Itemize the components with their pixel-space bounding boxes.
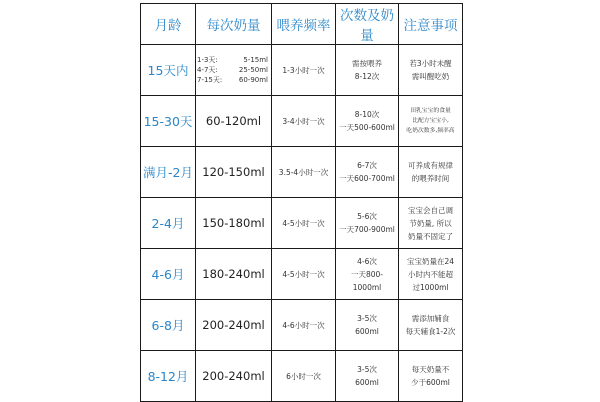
amount-value: 5-15ml (243, 56, 268, 64)
table-row (141, 249, 463, 300)
note-line: 宝宝会自己调 (408, 205, 453, 215)
amount-breakdown (197, 55, 270, 85)
note-line: 小时内不能超 (408, 269, 453, 279)
age-cell: 2-4月 (141, 198, 196, 249)
amount-cell: 200-240ml (196, 351, 272, 402)
note-line: 少于600ml (411, 378, 450, 387)
note-line: 需叫醒吃奶 (411, 72, 450, 81)
table-header-row (141, 4, 463, 45)
count-line: 3-5次 (357, 365, 377, 374)
header-count: 次数及奶量 (336, 4, 399, 45)
frequency-cell: 3-4小时一次 (272, 96, 336, 147)
table-row (141, 45, 463, 96)
table-row (141, 198, 463, 249)
note-line: 过1000ml (412, 282, 449, 292)
header-amount: 每次奶量 (196, 4, 272, 45)
amount-day-range: 4-7天: (197, 66, 218, 74)
note-cell (399, 147, 463, 198)
feeding-table (140, 3, 463, 402)
note-line: 田乳宝宝的食量 (410, 108, 451, 114)
note-line: 每天奶量不 (411, 365, 450, 374)
frequency-cell: 1-3小时一次 (272, 45, 336, 96)
count-cell (336, 300, 399, 351)
count-line: 8-12次 (354, 72, 380, 81)
header-frequency: 喂养频率 (272, 4, 336, 45)
frequency-cell: 6小时一次 (272, 351, 336, 402)
count-cell (336, 249, 399, 300)
count-cell (336, 96, 399, 147)
count-line: 4-6次 (357, 256, 377, 266)
note-line: 若3小时未醒 (409, 59, 452, 68)
table-row (141, 351, 463, 402)
count-line: 8-10次 (354, 110, 380, 119)
count-line: 3-5次 (357, 314, 377, 323)
note-cell (399, 45, 463, 96)
header-age: 月龄 (141, 4, 196, 45)
count-cell (336, 147, 399, 198)
count-line: 一天500-600ml (339, 123, 395, 132)
note-line: 节奶量, 所以 (409, 218, 452, 228)
count-line: 5-6次 (357, 212, 377, 221)
frequency-cell: 3.5-4小时一次 (272, 147, 336, 198)
count-cell (336, 45, 399, 96)
count-line: 一天600-700ml (339, 174, 395, 183)
count-cell (336, 351, 399, 402)
note-cell (399, 351, 463, 402)
note-cell (399, 249, 463, 300)
note-cell (399, 96, 463, 147)
note-line: 的喂养时间 (411, 174, 450, 183)
note-line: 奶量不固定了 (408, 231, 453, 241)
amount-cell: 180-240ml (196, 249, 272, 300)
table-row (141, 147, 463, 198)
note-line: 需添加辅食 (411, 314, 450, 323)
amount-value: 60-90ml (238, 76, 268, 84)
count-line: 一天700-900ml (339, 225, 395, 234)
age-cell: 满月-2月 (141, 147, 196, 198)
amount-cell: 60-120ml (196, 96, 272, 147)
age-cell: 15-30天 (141, 96, 196, 147)
note-line: 吃奶次数多,频率高 (406, 128, 455, 134)
age-cell: 15天内 (141, 45, 196, 96)
count-line: 一天800-1000ml (350, 269, 384, 292)
header-notes: 注意事项 (399, 4, 463, 45)
frequency-cell: 4-5小时一次 (272, 198, 336, 249)
note-line: 每天辅食1-2次 (405, 327, 456, 336)
count-line: 6-7次 (357, 161, 377, 170)
frequency-cell: 4-6小时一次 (272, 300, 336, 351)
table-row (141, 300, 463, 351)
note-line: 可养成有规律 (408, 161, 453, 170)
note-cell (399, 198, 463, 249)
count-line: 600ml (355, 327, 379, 336)
count-cell (336, 198, 399, 249)
age-cell: 4-6月 (141, 249, 196, 300)
age-cell: 8-12月 (141, 351, 196, 402)
count-line: 600ml (355, 378, 379, 387)
age-cell: 6-8月 (141, 300, 196, 351)
note-line: 比配方宝宝小, (412, 118, 449, 124)
note-cell (399, 300, 463, 351)
table-row (141, 96, 463, 147)
amount-cell: 200-240ml (196, 300, 272, 351)
count-line: 需按喂养 (352, 59, 382, 68)
amount-value: 25-50ml (238, 66, 268, 74)
amount-day-range: 1-3天: (197, 56, 218, 64)
amount-cell: 150-180ml (196, 198, 272, 249)
amount-cell: 120-150ml (196, 147, 272, 198)
note-line: 宝宝奶量在24 (406, 256, 455, 266)
amount-cell (196, 45, 272, 96)
frequency-cell: 4-5小时一次 (272, 249, 336, 300)
amount-day-range: 7-15天: (197, 76, 223, 84)
